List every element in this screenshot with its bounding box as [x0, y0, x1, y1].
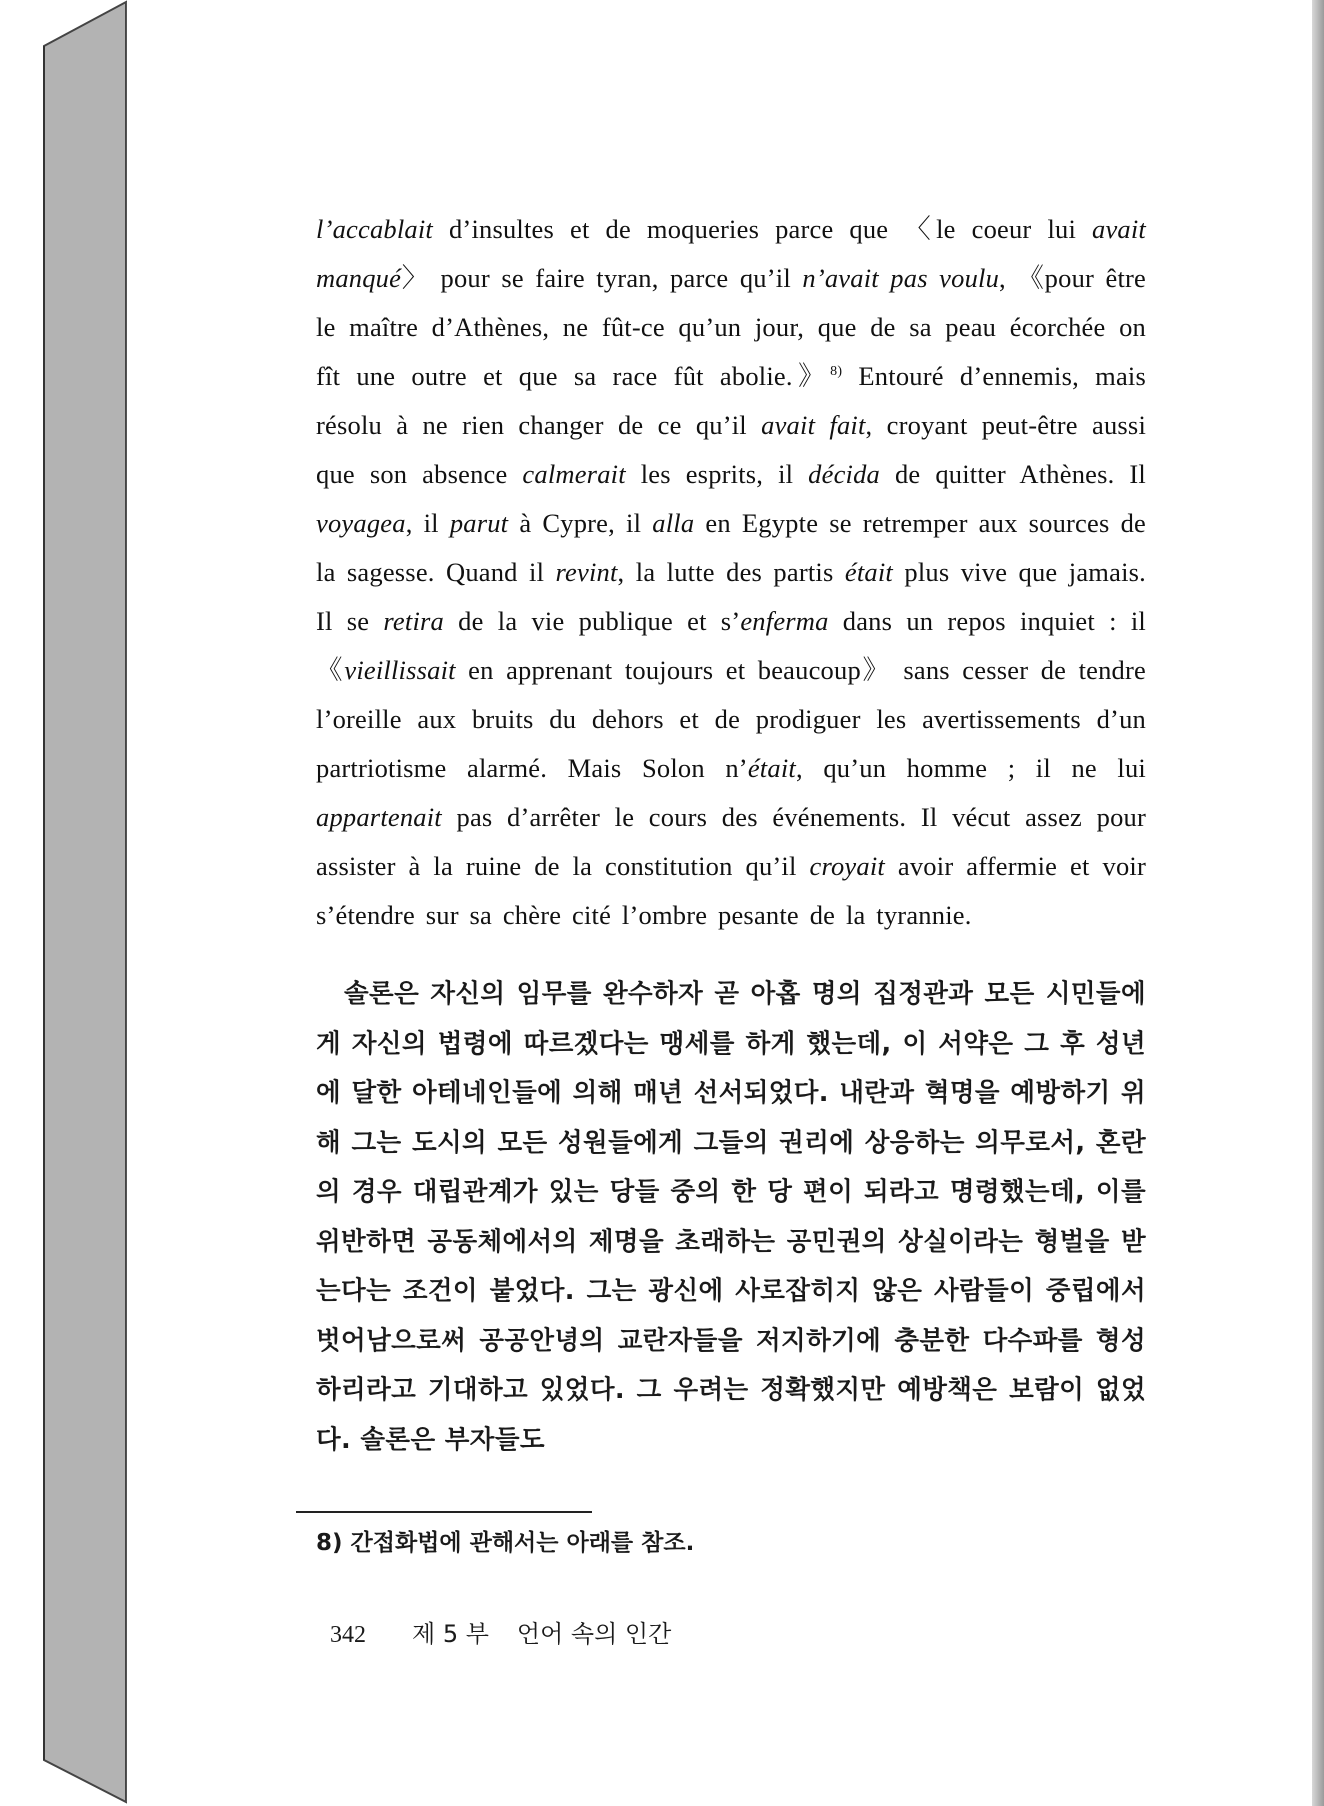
text-segment: avoir affermie et voir s’étendre sur sa chère cité l’ombre pesante de la tyrannie. [316, 851, 1146, 930]
page-footer [330, 1614, 1030, 1655]
italic-segment: était [747, 753, 796, 783]
italic-segment: était [844, 557, 893, 587]
italic-segment: enferma [740, 606, 829, 636]
italic-segment: avait fait [761, 410, 866, 440]
text-segment: , il [405, 508, 450, 538]
page-body [316, 205, 1146, 1465]
italic-segment: l’accablait [316, 214, 433, 244]
part-title: 언어 속의 인간 [516, 1620, 672, 1648]
italic-segment: revint [555, 557, 618, 587]
italic-segment: croyait [809, 851, 885, 881]
korean-body-paragraph: 솔론은 자신의 임무를 완수하자 곧 아홉 명의 집정관과 모든 시민들에게 자신의 법령에 따르겠다는 맹세를 하게 했는데, 이 서약은 그 후 성년에 달한 아테네인들에 의해 매년 선서되었다. 내란과 혁명을 예방하기 위해 그는 도시의 모든 성원들에게 그들의 권리에 상응하는 의무로서, 혼란의 경우 대립관계가 있는 당들 중의 한 당 편이 되라고 명령했는데, 이를 위반하면 공동체에서의 제명을 초래하는 공민권의 상실이라는 형벌을 받는다는 조건이 붙었다. 그는 광신에 사로잡히지 않은 사람들이 중립에서 벗어남으로써 공공안녕의 교란자들을 저지하기에 충분한 다수파를 형성하리라고 기대하고 있었다. 그 우려는 정확했지만 예방책은 보람이 없었다. 솔론은 부자들도 [316, 979, 1146, 1455]
italic-segment: appartenait [316, 802, 442, 832]
italic-segment: retira [383, 606, 444, 636]
italic-segment: voyagea [316, 508, 406, 538]
text-segment: en apprenant toujours et beaucoup》 sans cesser de tendre l’oreille aux bruits du dehors et de prodiguer les avertissements d’un partriotisme alarmé. Mais Solon n’ [316, 655, 1146, 783]
italic-segment: avait manqué [316, 214, 1146, 293]
text-segment: de la vie publique et s’ [444, 606, 741, 636]
italic-segment: décida [808, 459, 881, 489]
text-segment: 〉 pour se faire tyran, parce qu’il [401, 263, 803, 293]
page-number: 342 [330, 1622, 366, 1648]
text-segment: , 《pour être le maître d’Athènes, ne fût-ce qu’un jour, que de sa peau écorchée on fît une outre et que sa race fût abolie.》 [316, 263, 1147, 391]
text-segment: à Cypre, il [508, 508, 653, 538]
text-segment: dans un repos inquiet : il 《 [316, 606, 1146, 685]
text-segment: , qu’un homme ; il ne lui [795, 753, 1146, 783]
footnote: 8) 간접화법에 관해서는 아래를 참조. [316, 1530, 695, 1556]
text-segment: pas d’arrêter le cours des événements. Il vécut assez pour assister à la ruine de la constitution qu’il [316, 802, 1146, 881]
footnote-divider [296, 1511, 592, 1513]
footnote-reference: 8) [830, 364, 843, 380]
italic-segment: calmerait [522, 459, 626, 489]
french-quote-paragraph [316, 205, 1146, 940]
page-edge-shadow [1312, 0, 1324, 1806]
text-segment: plus vive que jamais. Il se [316, 557, 1146, 636]
text-segment: , la lutte des partis [617, 557, 845, 587]
italic-segment: vieillissait [344, 655, 456, 685]
italic-segment: n’avait pas voulu [802, 263, 1000, 293]
text-segment: de quitter Athènes. Il [880, 459, 1146, 489]
italic-segment: parut [449, 508, 509, 538]
text-segment: , croyant peut-être aussi que son absence [316, 410, 1147, 489]
text-segment: Entouré d’ennemis, mais résolu à ne rien changer de ce qu’il [316, 361, 1146, 440]
text-segment: en Egypte se retremper aux sources de la sagesse. Quand il [316, 508, 1146, 587]
text-segment: les esprits, il [625, 459, 809, 489]
text-segment: d’insultes et de moqueries parce que 〈le coeur lui [433, 214, 1092, 244]
italic-segment: alla [652, 508, 695, 538]
part-label: 제 5 부 [412, 1620, 489, 1648]
